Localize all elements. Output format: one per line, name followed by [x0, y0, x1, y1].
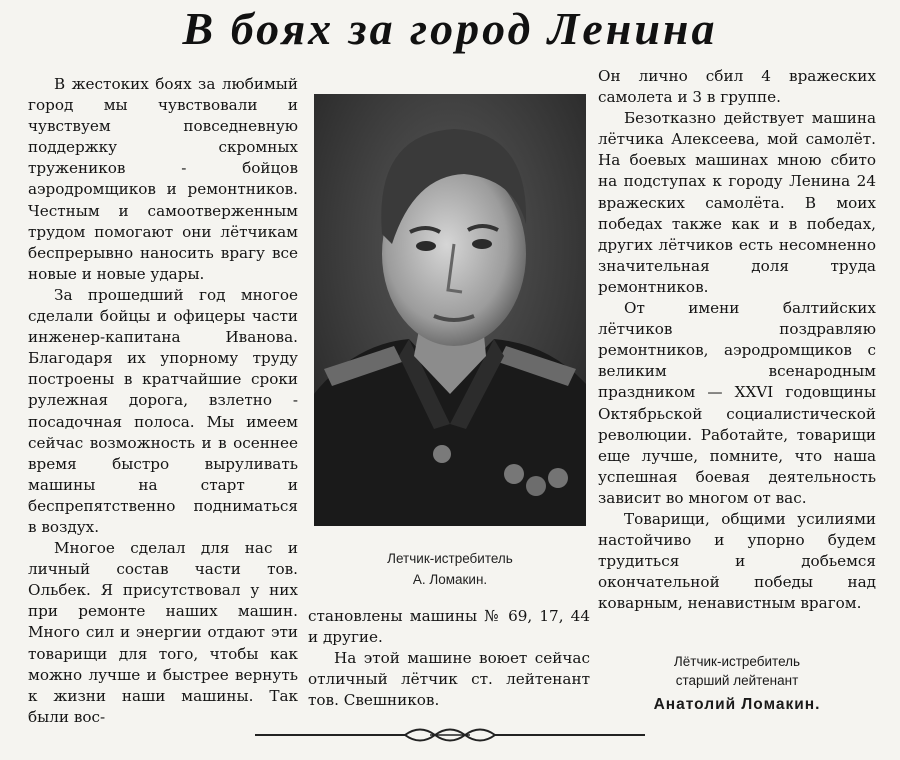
- caption-line: Летчик-истребитель: [387, 551, 513, 566]
- caption-line: А. Ломакин.: [412, 572, 488, 587]
- paragraph: Он лично сбил 4 вражеских самолета и 3 в группе.: [598, 67, 876, 107]
- photo-caption: [310, 548, 590, 590]
- paragraph: От имени балтийских лётчиков поздравляю ремонтников, аэродромщиков с великим всенародным праздником — XXVI годовщины Октябрьской социалистической революции. Работайте, товарищи еще лучше, помните, что наша успешная боевая деятельность зависит во многом от вас.: [598, 299, 876, 507]
- signature-rank: старший лейтенант: [675, 673, 799, 688]
- paragraph: За прошедший год многое сделали бойцы и офицеры части инженер-капитана Иванова. Благодаря их упорному труду построены в кратчайшие сроки рулежная дорога, взлетно - посадочная полоса. Мы имеем сейчас возможность и в осеннее время быстро выруливать машины на старт и беспрепятственно подниматься в воздух.: [28, 285, 298, 536]
- paragraph: На этой машине воюет сейчас отличный лётчик ст. лейтенант тов. Свешников.: [308, 649, 590, 710]
- signature-role: Лётчик-истребитель: [673, 654, 801, 669]
- right-column: [598, 66, 876, 614]
- signature-name: Анатолий Ломакин.: [653, 696, 821, 713]
- paragraph: Многое сделал для нас и личный состав части тов. Ольбек. Я присутствовал у них при ремонте наших машин. Много сил и энергии отдают эти товарищи для того, чтобы как можно лучше и быстрее вернуть к жизни наши машины. Так были вос-: [28, 539, 298, 726]
- paragraph: становлены машины № 69, 17, 44 и другие.: [308, 607, 590, 647]
- paragraph: В жестоких боях за любимый город мы чувствовали и чувствуем повседневную поддержку скромных тружеников - бойцов аэродромщиков и ремонтников. Честным и самоотверженным трудом помогают они лётчикам беспрерывно наносить врагу все новые и новые удары.: [28, 75, 298, 283]
- ornament-divider: [255, 724, 645, 746]
- pilot-portrait-photo: [314, 94, 586, 526]
- article-title: В боях за город Ленина: [182, 3, 718, 54]
- middle-column: [308, 606, 590, 711]
- paragraph: Товарищи, общими усилиями настойчиво и упорно будем трудиться и добьемся окончательной победы над коварным, ненавистным врагом.: [598, 509, 876, 613]
- signature-block: [598, 652, 876, 714]
- left-column: [28, 74, 298, 728]
- portrait-image: [314, 94, 586, 526]
- paragraph: Безотказно действует машина лётчика Алексеева, мой самолёт. На боевых машинах мною сбито на подступах к городу Ленина 24 вражеских самолёта. В моих победах также как и в победах, других лётчиков есть несомненно значительная доля труда ремонтников.: [598, 109, 876, 296]
